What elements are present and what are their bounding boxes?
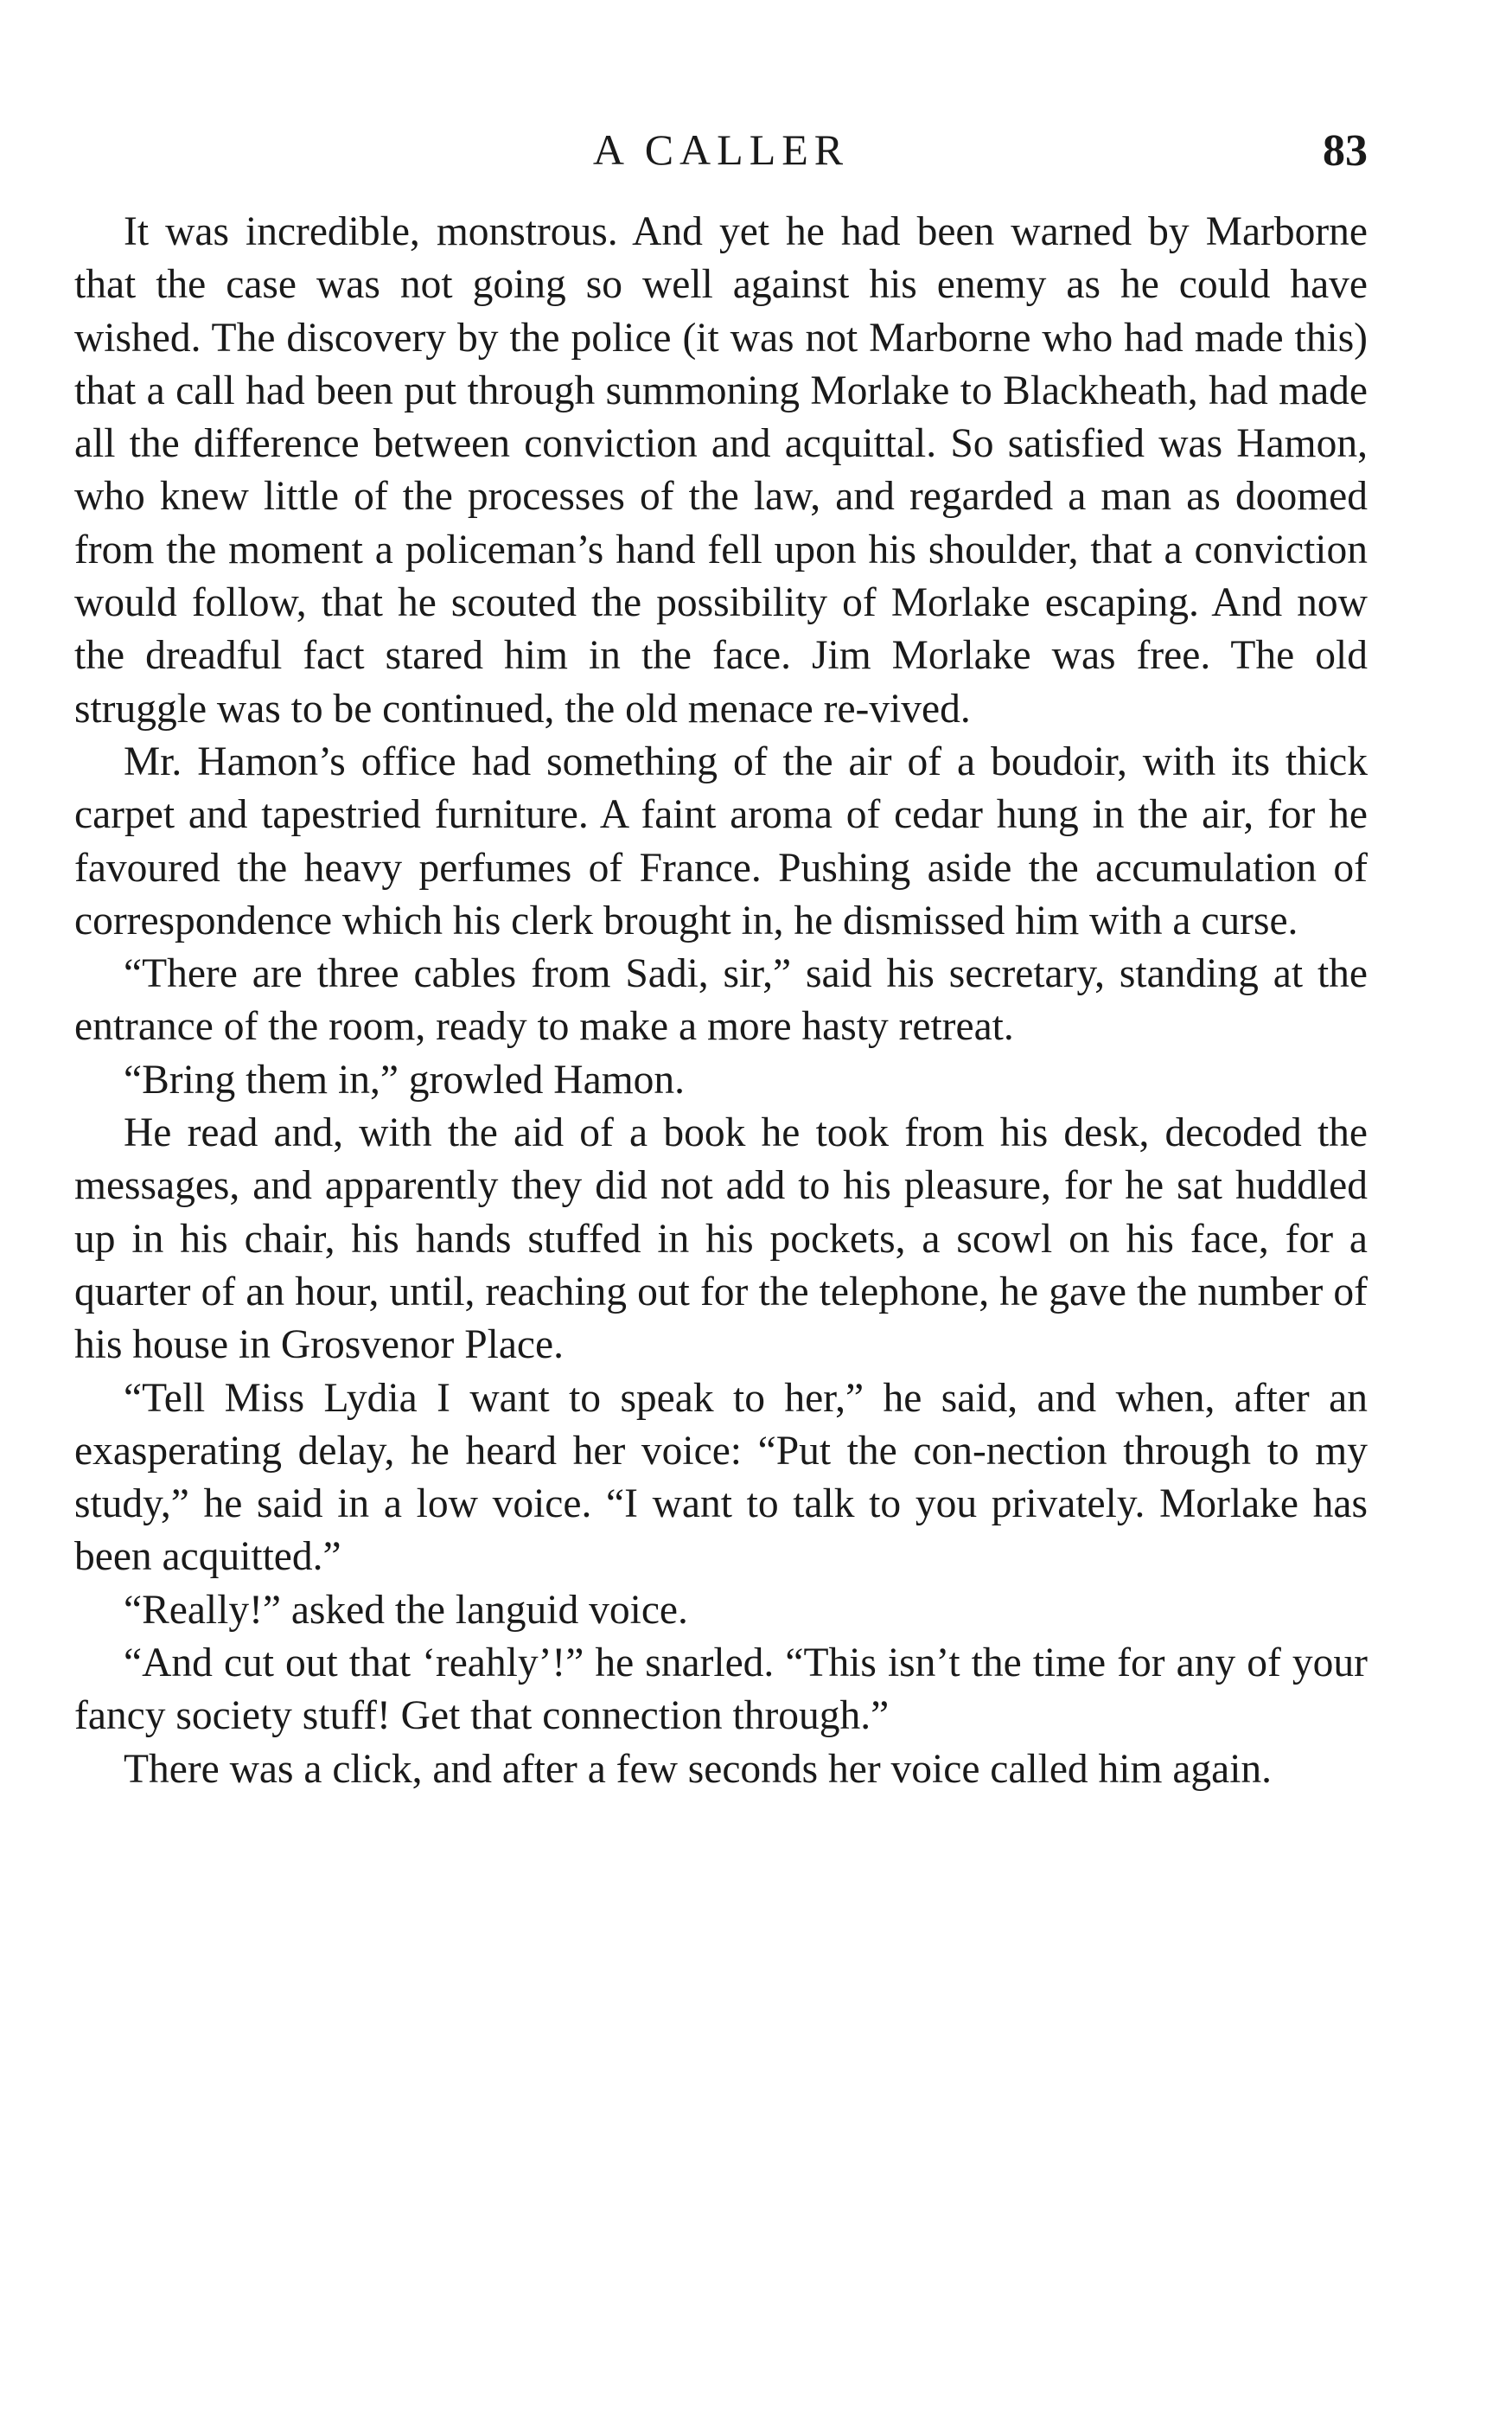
text-body [74,206,1368,1796]
paragraph: It was incredible, monstrous. And yet he had been warned by Marborne that the case was not going so well against his enemy as he could have wished. The discovery by the police (it was not Marborne who had made this) that a call had been put through summoning Morlake to Blackheath, had made all the difference between conviction and acquittal. So satisfied was Hamon, who knew little of the processes of the law, and regarded a man as doomed from the moment a policeman’s hand fell upon his shoulder, that a conviction would follow, that he scouted the possibility of Morlake escaping. And now the dreadful fact stared him in the face. Jim Morlake was free. The old struggle was to be continued, the old menace re-vived. [74,209,1368,732]
paragraph: “And cut out that ‘reahly’!” he snarled. “This isn’t the time for any of your fancy society stuff! Get that connection through.” [74,1640,1368,1739]
paragraph: “There are three cables from Sadi, sir,” said his secretary, standing at the entrance of the room, ready to make a more hasty retreat. [74,951,1368,1050]
paragraph: “Bring them in,” growled Hamon. [124,1057,686,1103]
page-number: 83 [1323,126,1368,176]
paragraph: “Really!” asked the languid voice. [124,1587,688,1633]
running-title: A CALLER [592,125,850,174]
running-head [74,119,1368,180]
paragraph: There was a click, and after a few seconds her voice called him again. [124,1746,1273,1792]
paragraph: Mr. Hamon’s office had something of the air of a boudoir, with its thick carpet and tapestried furniture. A faint aroma of cedar hung in the air, for he favoured the heavy perfumes of France. Pushing aside the accumulation of correspondence which his clerk brought in, he dismissed him with a curse. [74,739,1368,943]
paragraph: He read and, with the aid of a book he took from his desk, decoded the messages, and apparently they did not add to his pleasure, for he sat huddled up in his chair, his hands stuffed in his pockets, a scowl on his face, for a quarter of an hour, until, reaching out for the telephone, he gave the number of his house in Grosvenor Place. [74,1110,1368,1368]
paragraph: “Tell Miss Lydia I want to speak to her,” he said, and when, after an exasperating delay, he heard her voice: “Put the con-nection through to my study,” he said in a low voice. “I want to talk to you privately. Morlake has been acquitted.” [74,1375,1368,1580]
